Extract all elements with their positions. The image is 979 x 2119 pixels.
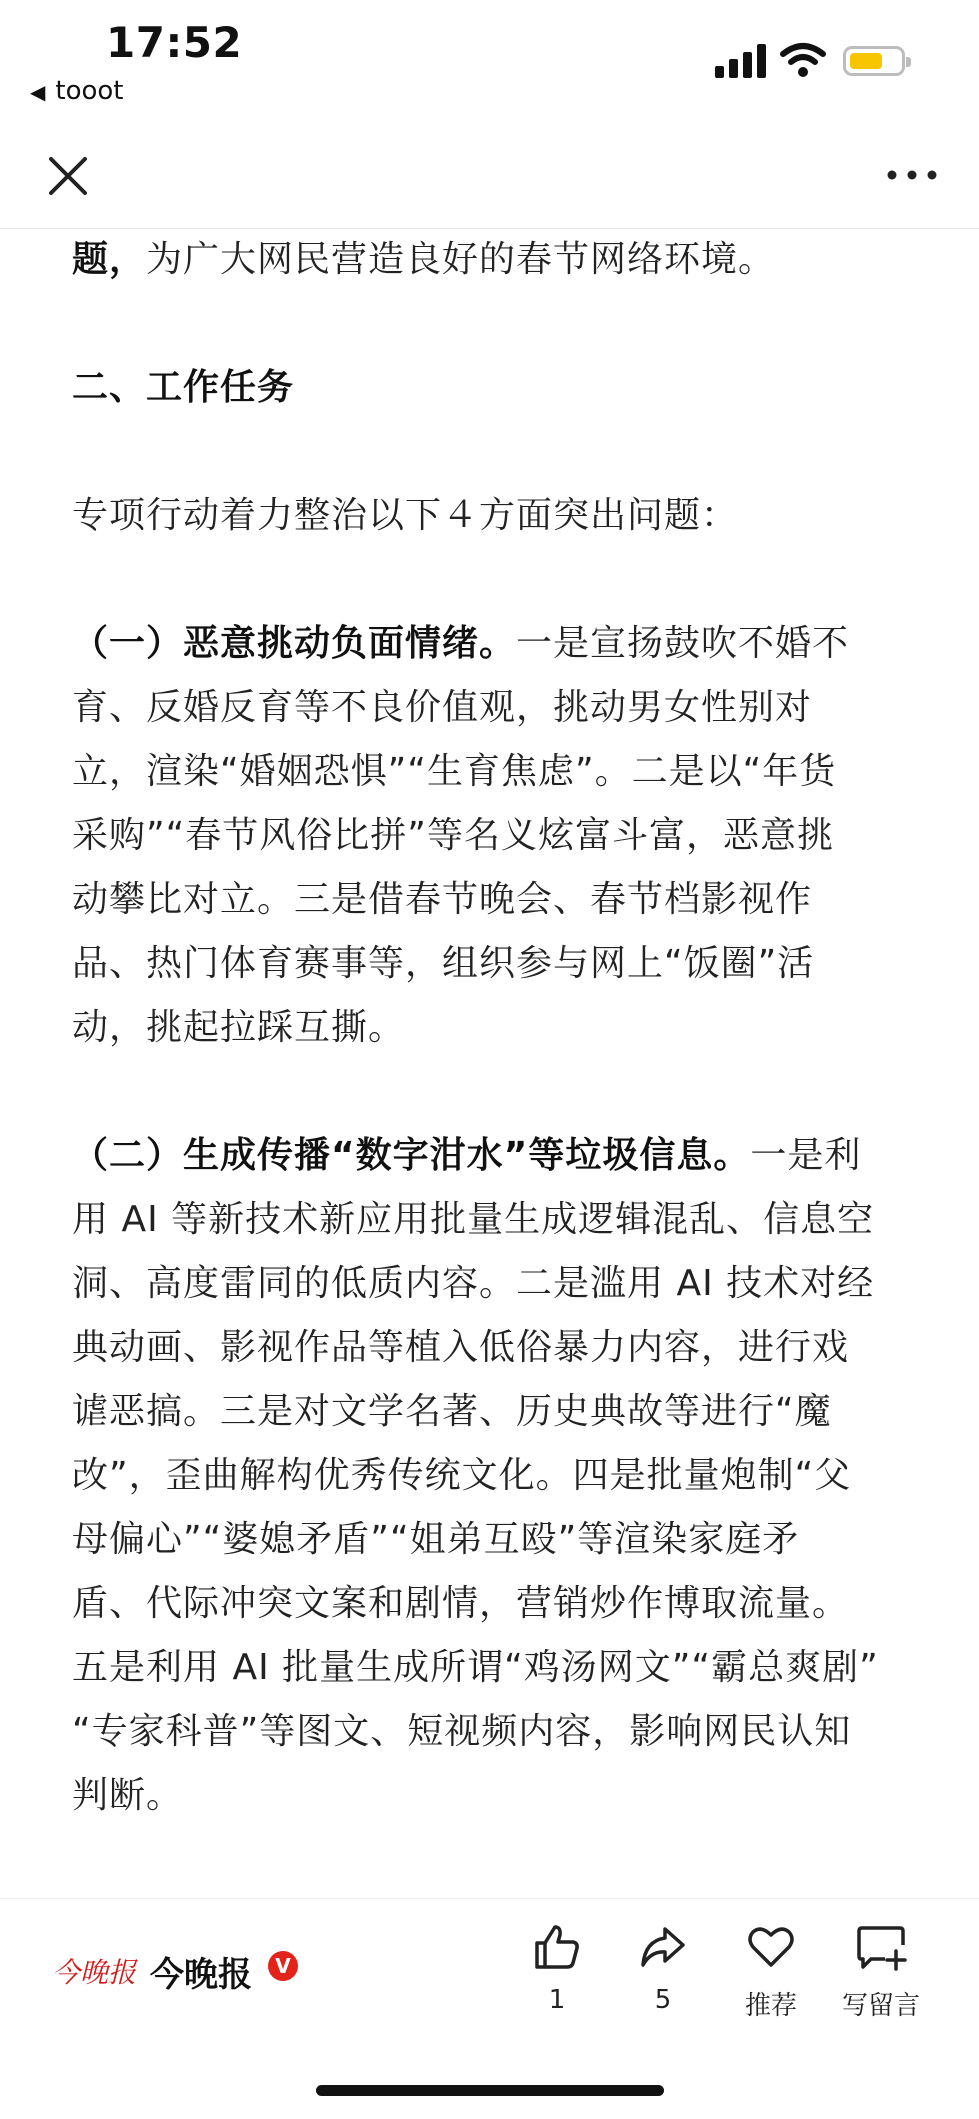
article-blank-line — [72, 292, 917, 356]
article-line — [72, 1636, 917, 1700]
article-text: 五是利用 AI 批量生成所谓“鸡汤网文”“霸总爽剧” — [72, 1647, 879, 1688]
article-line — [72, 1444, 917, 1508]
recommend-button[interactable] — [716, 1921, 826, 2022]
article-text: 母偏心”“婆媳矛盾”“姐弟互殴”等渲染家庭矛 — [72, 1519, 800, 1560]
article-text: 育、反婚反育等不良价值观，挑动男女性别对 — [72, 687, 813, 728]
article-text: 判断。 — [72, 1775, 184, 1816]
article-blank-line — [72, 420, 917, 484]
article-bold-text: （二）生成传播“数字泔水”等垃圾信息。 — [72, 1135, 751, 1176]
article-text: 动，挑起拉踩互撕。 — [72, 1007, 406, 1048]
verified-badge-icon: V — [268, 1951, 298, 1981]
article-line — [72, 484, 917, 548]
article-text: 为广大网民营造良好的春节网络环境。 — [146, 239, 776, 280]
article-line — [72, 932, 917, 996]
article-line — [72, 676, 917, 740]
article-line — [72, 1380, 917, 1444]
article-body — [72, 228, 917, 1898]
article-line — [72, 612, 917, 676]
recommend-label: 推荐 — [744, 1991, 797, 2021]
status-time: 17:52 — [106, 18, 243, 67]
close-icon[interactable] — [42, 150, 94, 202]
article-text: 谑恶搞。三是对文学名著、历史典故等进行“魔 — [72, 1391, 832, 1432]
article-line — [72, 1252, 917, 1316]
bottom-bar — [0, 1898, 979, 2119]
status-bar — [0, 0, 979, 120]
back-to-app-link[interactable] — [30, 76, 124, 106]
article-bold-text: 题， — [72, 239, 147, 280]
article-text: 典动画、影视作品等植入低俗暴力内容，进行戏 — [72, 1327, 850, 1368]
article-text: “专家科普”等图文、短视频内容，影响网民认知 — [72, 1711, 852, 1752]
article-bold-text: （一）恶意挑动负面情绪。 — [72, 623, 517, 664]
article-text: 改”，歪曲解构优秀传统文化。四是批量炮制“父 — [72, 1455, 852, 1496]
heart-icon — [745, 1921, 797, 1973]
article-line — [72, 740, 917, 804]
article-text: 采购”“春节风俗比拼”等名义炫富斗富，恶意挑 — [72, 815, 834, 856]
article-text: 专项行动着力整治以下４方面突出问题： — [72, 495, 739, 536]
article-line — [72, 1700, 917, 1764]
article-line — [72, 804, 917, 868]
article-bold-text: 二、工作任务 — [72, 367, 295, 408]
like-button[interactable] — [502, 1921, 612, 2015]
battery-icon — [843, 46, 905, 76]
article-text: 盾、代际冲突文案和剧情，营销炒作博取流量。 — [72, 1583, 850, 1624]
cellular-signal-icon — [715, 44, 767, 78]
write-comment-button[interactable] — [826, 1921, 936, 2022]
article-text: 品、热门体育赛事等，组织参与网上“饭圈”活 — [72, 943, 815, 984]
article-text: 一是宣扬鼓吹不婚不 — [516, 623, 850, 664]
account-name[interactable]: 今晚报 — [150, 1955, 252, 1995]
more-horizontal-icon[interactable] — [878, 160, 948, 190]
article-text: 动攀比对立。三是借春节晚会、春节档影视作 — [72, 879, 813, 920]
share-button[interactable] — [608, 1921, 718, 2015]
article-line — [72, 1764, 917, 1828]
share-count: 5 — [654, 1985, 672, 2015]
article-line — [72, 228, 917, 292]
article-line — [72, 1124, 917, 1188]
article-line — [72, 356, 917, 420]
nav-bar — [0, 120, 979, 229]
wifi-icon — [780, 42, 826, 78]
thumbs-up-icon — [531, 1921, 583, 1973]
article-text: 洞、高度雷同的低质内容。二是滥用 AI 技术对经 — [72, 1263, 875, 1304]
article-line — [72, 1508, 917, 1572]
article-text: 用 AI 等新技术新应用批量生成逻辑混乱、信息空 — [72, 1199, 875, 1240]
publisher-logo[interactable]: 今晚报 — [52, 1956, 137, 1989]
like-count: 1 — [548, 1985, 566, 2015]
article-blank-line — [72, 548, 917, 612]
write-comment-label: 写留言 — [841, 1991, 920, 2021]
share-icon — [637, 1921, 689, 1973]
article-text: 一是利 — [750, 1135, 862, 1176]
back-triangle-icon: ◀ — [30, 80, 46, 104]
article-line — [72, 1188, 917, 1252]
article-blank-line — [72, 1060, 917, 1124]
comment-add-icon — [855, 1921, 907, 1973]
article-line — [72, 1316, 917, 1380]
back-app-label: tooot — [55, 76, 124, 106]
article-line — [72, 868, 917, 932]
article-line — [72, 996, 917, 1060]
article-line — [72, 1572, 917, 1636]
article-text: 立，渲染“婚姻恐惧”“生育焦虑”。二是以“年货 — [72, 751, 837, 792]
home-indicator — [316, 2085, 664, 2096]
